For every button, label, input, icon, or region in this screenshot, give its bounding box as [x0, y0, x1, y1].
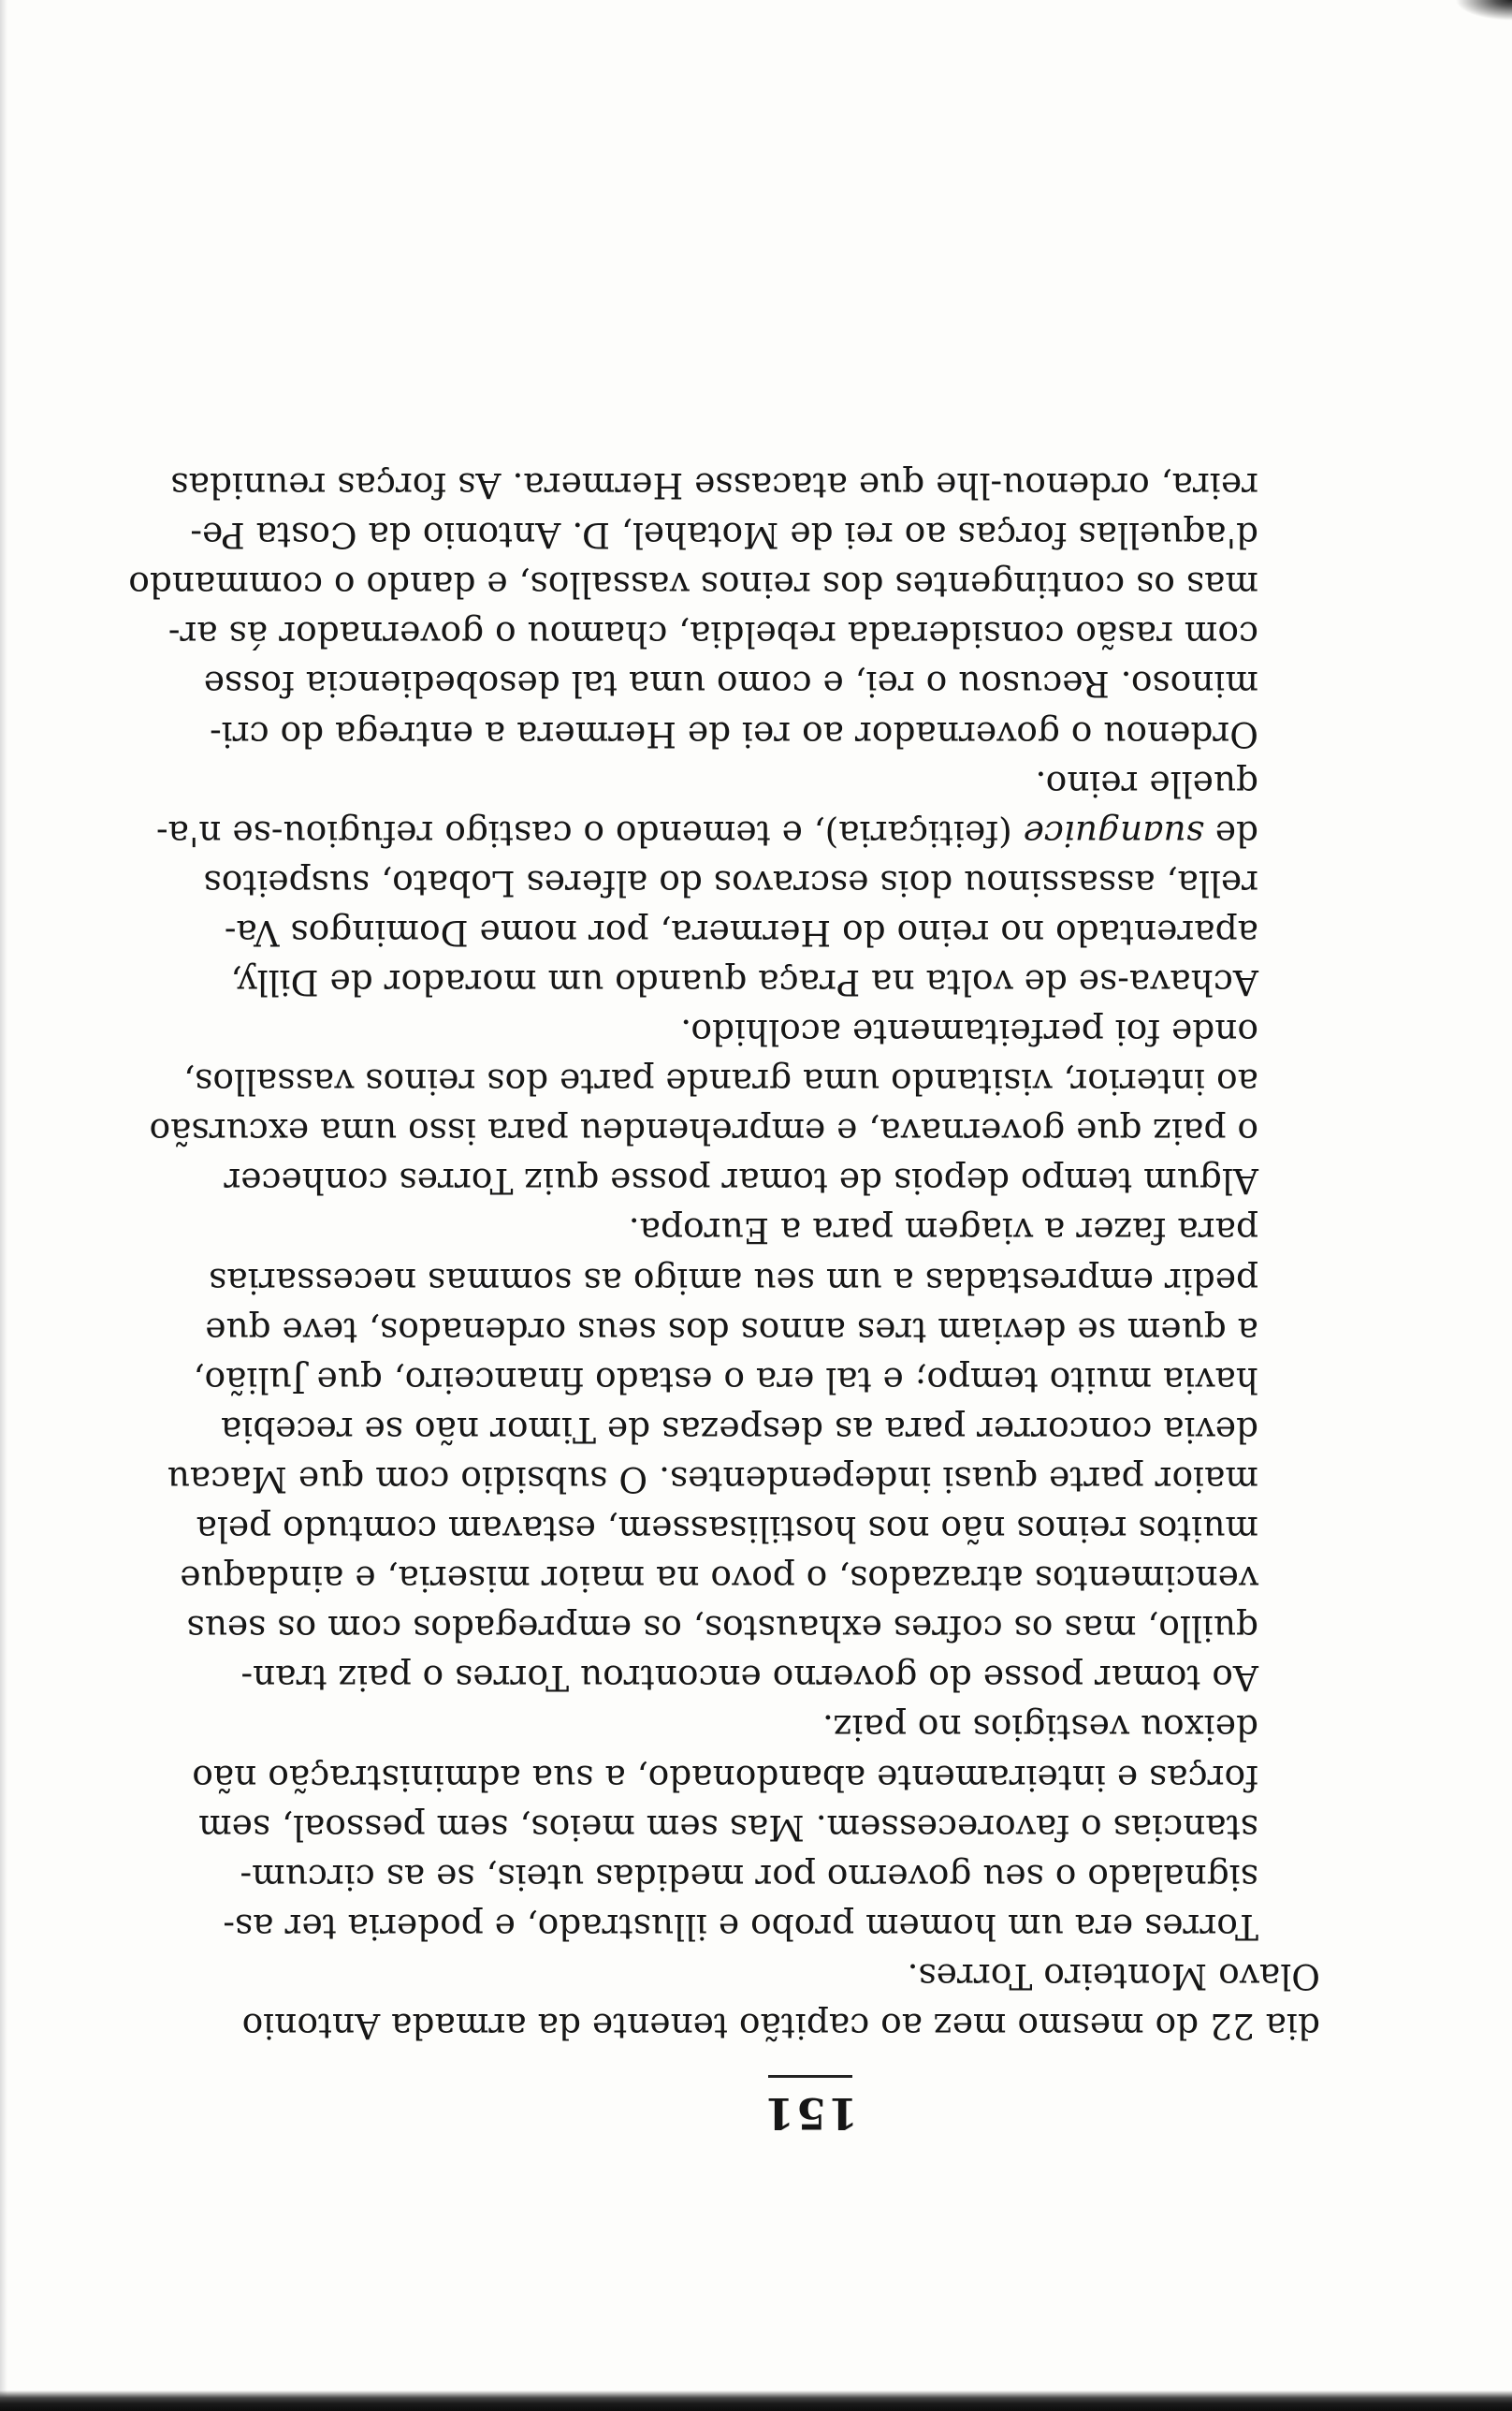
text-line: vencimentos atrazados, o povo na maior miseria, e aindaque [180, 1558, 1258, 1600]
text-line: ao interior, visitando uma grande parte dos reinos vassallos, [183, 1061, 1258, 1103]
text-line: onde foi perfeitamente acolhido. [680, 1012, 1258, 1054]
text-line: signalado o seu governo por medidas uteis, se as circum- [240, 1856, 1258, 1898]
paragraph [156, 759, 1320, 1007]
text-line: pedir emprestadas a um seu amigo as sommas necessarias [209, 1260, 1258, 1302]
text-line: devia concorrer para as despezas de Timor não se recebia [221, 1409, 1258, 1451]
paragraphs-container [128, 460, 1320, 2051]
page-number: 151 [762, 2088, 859, 2139]
text-line: havia muito tempo; e tal era o estado financeiro, que Julião, [193, 1359, 1258, 1401]
text-line: de suanguice (feitiçaria), e temendo o castigo refugiou-se n'a- [156, 812, 1258, 855]
text-line: forças e inteiramente abandonado, a sua administração não [192, 1757, 1258, 1799]
text-line: quillo, mas os cofres exhaustos, os empregados com os seus [186, 1608, 1258, 1650]
text-line: Ao tomar posse do governo encontrou Torres o paiz tran- [240, 1658, 1258, 1700]
page-text-block [128, 460, 1320, 2139]
text-line: Torres era um homem probo e illustrado, e poderia ter as- [223, 1906, 1258, 1948]
text-line: para fazer a viagem para a Europa. [628, 1210, 1258, 1252]
text-line: Achava-se de volta na Praça quando um morador de Dilly, [230, 962, 1258, 1004]
text-line: rella, assassinou dois escravos do alferes Lobato, suspeitos [203, 862, 1258, 904]
text-line: maior parte quasi independentes. O subsidio com que Macau [167, 1458, 1258, 1500]
text-line: d'aquellas forças ao rei de Motahel, D. Antonio da Costa Pe- [190, 515, 1258, 557]
text-line: Algum tempo depois de tomar posse quiz Torres conhecer [224, 1161, 1258, 1203]
text-line: reira, ordenou-lhe que atacasse Hermera. As forças reunidas [170, 465, 1258, 507]
text-line: mas os contingentes dos reinos vassallos, e dando o commando [128, 564, 1258, 606]
page-number-rule [768, 2075, 852, 2078]
text-line: quelle reino. [1035, 763, 1258, 805]
paragraph [241, 1951, 1320, 2051]
paragraph [167, 1206, 1320, 1702]
text-line: o paiz que governava, e emprehendeu para isso uma excursão [149, 1111, 1258, 1153]
text-line: Ordenou o governador ao rei de Hermera a entrega do cri- [210, 713, 1258, 755]
text-line: muitos reinos não nos hostilisassem, estavam comtudo pela [196, 1509, 1258, 1551]
text-line: minoso. Recusou o rei, e como uma tal desobediencia fosse [203, 664, 1258, 706]
text-line: deixou vestigios no paiz. [821, 1707, 1258, 1749]
text-line: Olavo Monteiro Torres. [907, 1955, 1320, 1997]
text-line: stancias o favorecessem. Mas sem meios, sem pessoal, sem [198, 1806, 1258, 1848]
text-line: dia 22 do mesmo mez ao capitão tenente da armada Antonio [241, 2006, 1320, 2047]
paragraph [128, 460, 1320, 759]
paragraph [192, 1702, 1320, 1951]
paragraph [149, 1007, 1320, 1206]
text-line: a quem se deviam tres annos dos seus ordenados, teve que [205, 1309, 1258, 1352]
text-line: com rasão considerada rebeldia, chamou o governador ás ar- [167, 614, 1258, 656]
text-line: aparentado no reino do Hermera, por nome Domingos Va- [224, 912, 1258, 954]
